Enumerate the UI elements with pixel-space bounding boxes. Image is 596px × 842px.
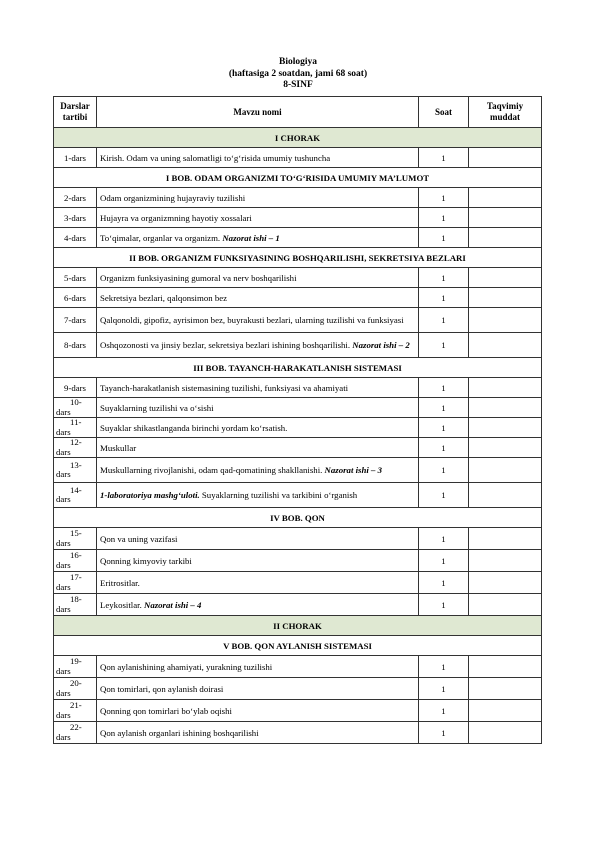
table-row (54, 418, 542, 438)
lesson-date (469, 333, 542, 358)
table-row (54, 288, 542, 308)
lesson-topic (97, 308, 419, 333)
section-title: III BOB. TAYANCH-HARAKATLANISH SISTEMASI (54, 358, 542, 378)
lesson-number (54, 700, 97, 722)
lesson-topic (97, 333, 419, 358)
table-row (54, 148, 542, 168)
lesson-hours: 1 (419, 483, 469, 508)
lesson-topic (97, 550, 419, 572)
lesson-date (469, 378, 542, 398)
lesson-number-digit: 19- (70, 656, 82, 666)
lesson-number-digit: 20- (70, 678, 82, 688)
lesson-number-suffix: dars (56, 559, 71, 570)
lesson-topic-text: Muskullar (100, 442, 137, 453)
lesson-number-digit: 22- (70, 722, 82, 732)
lesson-hours: 1 (419, 398, 469, 418)
lesson-topic-text: Qon aylanish organlari ishining boshqarilishi (100, 727, 259, 738)
table-row (54, 483, 542, 508)
lesson-topic-text: Oshqozonosti va jinsiy bezlar, sekretsiya bezlari ishining boshqarilishi. (100, 340, 353, 350)
lesson-topic-text: Suyaklarning tuzilishi va o‘sishi (100, 402, 214, 413)
subject-title: Biologiya (278, 57, 317, 67)
lesson-date (469, 656, 542, 678)
control-work-label: Nazorat ishi – 4 (143, 599, 202, 610)
lesson-date (469, 550, 542, 572)
lesson-number-digit: 10- (70, 397, 82, 407)
table-row (54, 722, 542, 744)
lesson-number-digit: 21- (70, 700, 82, 710)
table-row (54, 188, 542, 208)
lesson-number-suffix: dars (56, 537, 71, 548)
lesson-hours: 1 (419, 208, 469, 228)
lesson-date (469, 528, 542, 550)
lesson-number-digit: 17- (70, 572, 82, 582)
lesson-hours: 1 (419, 438, 469, 458)
lesson-number (54, 418, 97, 438)
lesson-hours: 1 (419, 268, 469, 288)
lesson-date (469, 572, 542, 594)
quarter-row (54, 128, 542, 148)
lesson-topic (97, 188, 419, 208)
lesson-topic (97, 528, 419, 550)
table-row (54, 398, 542, 418)
lesson-date (469, 418, 542, 438)
lesson-number: 4-dars (54, 228, 97, 248)
quarter-title: I CHORAK (54, 128, 542, 148)
lesson-number (54, 458, 97, 483)
lesson-number-digit: 16- (70, 550, 82, 560)
table-row (54, 438, 542, 458)
lesson-topic (97, 722, 419, 744)
lesson-topic-text: Tayanch-harakatlanish sistemasining tuzilishi, funksiyasi va ahamiyati (100, 382, 349, 393)
lesson-number-suffix: dars (56, 426, 71, 437)
lesson-number (54, 550, 97, 572)
lesson-number-digit: 11- (70, 417, 82, 427)
document-header (0, 57, 596, 92)
lesson-date (469, 208, 542, 228)
quarter-title: II CHORAK (54, 616, 542, 636)
lesson-topic-text: Qon tomirlari, qon aylanish doirasi (100, 683, 224, 694)
lesson-number-digit: 13- (70, 459, 82, 470)
table-row (54, 528, 542, 550)
section-title: I BOB. ODAM ORGANIZMI TO‘G‘RISIDA UMUMIY MA’LUMOT (54, 168, 542, 188)
lesson-date (469, 722, 542, 744)
section-row (54, 358, 542, 378)
table-row (54, 572, 542, 594)
column-header-num: Darslar tartibi (54, 97, 97, 128)
lesson-hours: 1 (419, 378, 469, 398)
lesson-hours: 1 (419, 678, 469, 700)
table-row (54, 308, 542, 333)
lab-label: 1-laboratoriya mashg‘uloti. (100, 490, 200, 500)
lesson-topic (97, 148, 419, 168)
table-body (54, 128, 542, 744)
lesson-hours: 1 (419, 528, 469, 550)
lesson-date (469, 288, 542, 308)
lesson-number-suffix: dars (56, 469, 71, 479)
table-row (54, 378, 542, 398)
lesson-number-digit: 14- (70, 484, 82, 495)
lesson-date (469, 228, 542, 248)
lesson-hours: 1 (419, 308, 469, 333)
lesson-topic-text: Hujayra va organizmning hayotiy xossalari (100, 212, 252, 223)
lesson-number (54, 438, 97, 458)
lesson-number (54, 678, 97, 700)
section-title: II BOB. ORGANIZM FUNKSIYASINING BOSHQARILISHI, SEKRETSIYA BEZLARI (54, 248, 542, 268)
lesson-topic-text: Suyaklarning tuzilishi va tarkibini o‘rganish (199, 490, 358, 500)
lesson-topic (97, 268, 419, 288)
section-row (54, 248, 542, 268)
lesson-date (469, 458, 542, 483)
hours-note: (haftasiga 2 soatdan, jami 68 soat) (228, 68, 368, 79)
lesson-number: 9-dars (54, 378, 97, 398)
control-work-label: Nazorat ishi – 3 (324, 465, 382, 475)
lesson-number (54, 483, 97, 508)
lesson-topic-text: Organizm funksiyasining gumoral va nerv boshqarilishi (100, 272, 297, 283)
lesson-topic (97, 228, 419, 248)
section-row (54, 508, 542, 528)
lesson-hours: 1 (419, 594, 469, 616)
control-work-label: Nazorat ishi – 1 (222, 232, 280, 243)
lesson-date (469, 148, 542, 168)
lesson-topic-text: Qonning kimyoviy tarkibi (100, 555, 192, 566)
lesson-number (54, 572, 97, 594)
lesson-number (54, 594, 97, 616)
lesson-topic (97, 483, 419, 508)
lesson-number: 3-dars (54, 208, 97, 228)
lesson-number-suffix: dars (56, 494, 71, 504)
lesson-topic-text: Leykositlar. (100, 599, 144, 610)
lesson-number-suffix: dars (56, 603, 71, 614)
lesson-number-suffix: dars (56, 665, 71, 676)
table-header-row (54, 97, 542, 128)
lesson-number (54, 528, 97, 550)
lesson-number: 7-dars (54, 308, 97, 333)
lesson-number-suffix: dars (56, 446, 71, 457)
lesson-topic-text: Qon aylanishining ahamiyati, yurakning tuzilishi (100, 661, 273, 672)
control-work-label: Nazorat ishi – 2 (352, 340, 410, 350)
lesson-number (54, 722, 97, 744)
lesson-topic (97, 288, 419, 308)
table-row (54, 208, 542, 228)
section-title: IV BOB. QON (54, 508, 542, 528)
lesson-hours: 1 (419, 288, 469, 308)
lesson-hours: 1 (419, 188, 469, 208)
table-row (54, 228, 542, 248)
lesson-number-digit: 15- (70, 528, 82, 538)
column-header-topic: Mavzu nomi (97, 97, 419, 128)
lesson-date (469, 483, 542, 508)
lesson-hours: 1 (419, 333, 469, 358)
lesson-topic (97, 656, 419, 678)
table-row (54, 700, 542, 722)
lesson-topic (97, 458, 419, 483)
table-row (54, 594, 542, 616)
lesson-number: 8-dars (54, 333, 97, 358)
table-row (54, 333, 542, 358)
lesson-hours: 1 (419, 656, 469, 678)
table-row (54, 550, 542, 572)
lesson-topic-text: Kirish. Odam va uning salomatligi to‘g‘risida umumiy tushuncha (100, 152, 331, 163)
lesson-topic-text: Qonning qon tomirlari bo‘ylab oqishi (100, 705, 232, 716)
lesson-topic (97, 418, 419, 438)
section-title: V BOB. QON AYLANISH SISTEMASI (54, 636, 542, 656)
lesson-number-suffix: dars (56, 731, 71, 742)
lesson-date (469, 398, 542, 418)
lesson-topic-text: Odam organizmining hujayraviy tuzilishi (100, 192, 246, 203)
lesson-number (54, 656, 97, 678)
lesson-hours: 1 (419, 572, 469, 594)
lesson-topic-text: Qon va uning vazifasi (100, 533, 178, 544)
curriculum-table (53, 96, 542, 744)
lesson-hours: 1 (419, 418, 469, 438)
lesson-topic (97, 572, 419, 594)
lesson-topic-text: Eritrositlar. (100, 577, 140, 588)
column-header-date: Taqvimiy muddat (469, 97, 542, 128)
lesson-number (54, 398, 97, 418)
lesson-topic (97, 594, 419, 616)
lesson-date (469, 308, 542, 333)
lesson-topic-text: Sekretsiya bezlari, qalqonsimon bez (100, 292, 228, 303)
quarter-row (54, 616, 542, 636)
lesson-topic (97, 700, 419, 722)
lesson-topic (97, 678, 419, 700)
lesson-number: 5-dars (54, 268, 97, 288)
lesson-topic-text: Suyaklar shikastlanganda birinchi yordam ko‘rsatish. (100, 422, 288, 433)
lesson-number-suffix: dars (56, 406, 71, 417)
grade-label: 8-SINF (283, 80, 313, 90)
lesson-number: 2-dars (54, 188, 97, 208)
lesson-date (469, 268, 542, 288)
lesson-hours: 1 (419, 458, 469, 483)
lesson-number: 6-dars (54, 288, 97, 308)
lesson-topic-text: Qalqonoldi, gipofiz, ayrisimon bez, buyrakusti bezlari, ularning tuzilishi va funksiyasi (100, 315, 404, 325)
section-row (54, 168, 542, 188)
lesson-hours: 1 (419, 722, 469, 744)
column-header-hours: Soat (419, 97, 469, 128)
lesson-number-suffix: dars (56, 709, 71, 720)
lesson-date (469, 594, 542, 616)
table-row (54, 268, 542, 288)
lesson-hours: 1 (419, 700, 469, 722)
lesson-date (469, 438, 542, 458)
lesson-topic (97, 208, 419, 228)
lesson-topic (97, 398, 419, 418)
lesson-number-digit: 12- (70, 437, 82, 447)
lesson-date (469, 678, 542, 700)
table-row (54, 656, 542, 678)
lesson-number-suffix: dars (56, 687, 71, 698)
lesson-hours: 1 (419, 148, 469, 168)
lesson-number-digit: 18- (70, 594, 82, 604)
lesson-number: 1-dars (54, 148, 97, 168)
lesson-number-suffix: dars (56, 581, 71, 592)
section-row (54, 636, 542, 656)
lesson-topic (97, 438, 419, 458)
lesson-date (469, 188, 542, 208)
lesson-topic-text: To‘qimalar, organlar va organizm. (100, 232, 223, 243)
lesson-date (469, 700, 542, 722)
lesson-topic (97, 378, 419, 398)
table-row (54, 678, 542, 700)
lesson-hours: 1 (419, 550, 469, 572)
lesson-topic-text: Muskullarning rivojlanishi, odam qad-qomatining shakllanishi. (100, 465, 325, 475)
table-row (54, 458, 542, 483)
lesson-hours: 1 (419, 228, 469, 248)
